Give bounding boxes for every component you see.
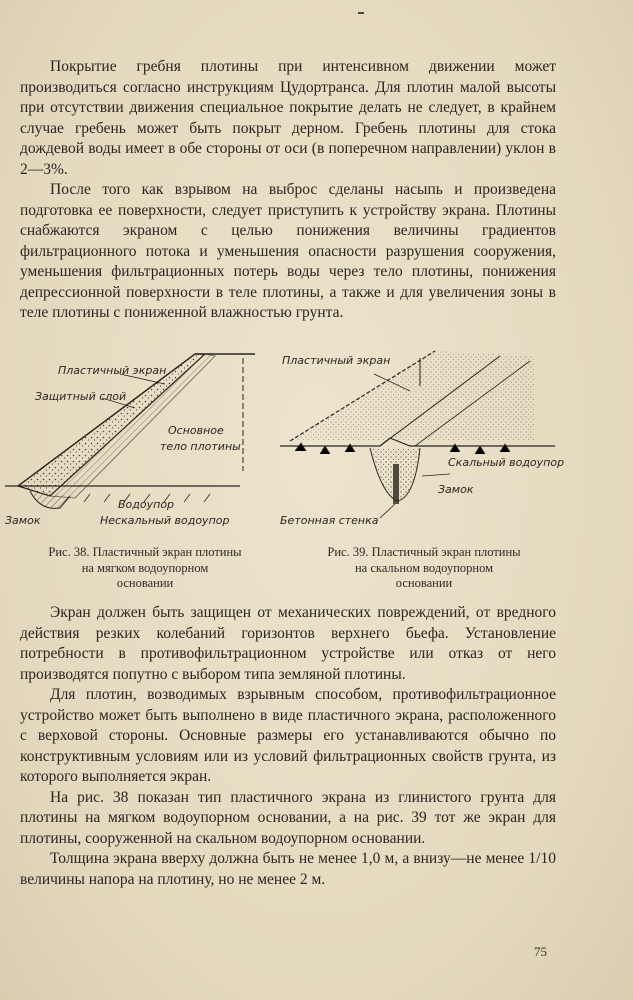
figure-39-caption: [290, 545, 558, 592]
page-number: 75: [534, 944, 547, 959]
paragraph: На рис. 38 показан тип пластичного экрана из глинистого грунта для плотины на мягком водоупорном основании, а на рис. 39 тот же экран для плотины, сооруженной на скальном водоупорном основании.: [20, 788, 556, 847]
paragraph: После того как взрывом на выброс сделаны насыпь и произведена подготовка ее поверхности, следует приступить к устройству экрана. Плотины снабжаются экраном с целью понижения величины градиентов фильтрационного потока и уменьшения опасности разрушения сооружения, уменьшения фильтрационных потерь воды через тело плотины, понижения депрессионной поверхности в теле плотины, а также и для увеличения зоны в теле плотины с пониженной влажностью грунта.: [20, 181, 556, 321]
paragraph: Для плотин, возводимых взрывным способом, противофильтрационное устройство может быть выполнено в виде пластичного экрана, расположенного с верховой стороны. Основные размеры его устанавливаются обычно по конструктивным условиям или из условий фильтрационных свойств грунта, из которого выполняется экран.: [20, 686, 556, 785]
label-main-body: Основное: [168, 424, 224, 437]
label-aquiclude-small: Водоупор: [118, 498, 175, 511]
figure-39-diagram: [270, 346, 566, 536]
caption-line: на скальном водоупорном: [354, 560, 494, 575]
paragraph: Толщина экрана вверху должна быть не менее 1,0 м, а внизу—не менее 1/10 величины напора на плотину, но не менее 2 м.: [20, 850, 556, 888]
label-protective-layer: Защитный слой: [35, 390, 127, 403]
label-rock-aquiclude: Скальный водоупор: [448, 456, 565, 469]
text-block-top: [20, 57, 556, 324]
label-main-body-2: тело плотины: [160, 440, 241, 453]
text-block-bottom: [20, 603, 556, 890]
label-lock: Замок: [5, 514, 41, 527]
figure-38-diagram: [0, 346, 290, 536]
caption-line: Рис. 38. Пластичный экран плотины: [48, 545, 242, 559]
label-concrete-wall: Бетонная стенка: [280, 514, 379, 527]
label-lock: Замок: [438, 483, 474, 496]
caption-line: основании: [116, 576, 174, 590]
caption-line: Рис. 39. Пластичный экран плотины: [327, 545, 521, 559]
figure-38-caption: [4, 545, 286, 592]
paragraph: Покрытие гребня плотины при интенсивном движении может производиться согласно инструкциям Цудортранса. Для плотин малой высоты при отсутствии движения специальное покрытие делать не следует, в крайнем случае гребень может быть покрыт дерном. Гребень плотины для стока дождевой воды имеет в обе стороны от оси (в поперечном направлении) уклон в 2—3%.: [20, 58, 556, 178]
label-soft-aquiclude: Нескальный водоупор: [100, 514, 230, 527]
caption-line: основании: [395, 576, 453, 590]
label-plastic-screen: Пластичный экран: [282, 354, 391, 367]
label-plastic-screen: Пластичный экран: [58, 364, 167, 377]
print-mark: [358, 12, 364, 14]
caption-line: на мягком водоупорном: [81, 560, 209, 575]
paragraph: Экран должен быть защищен от механических повреждений, от вредного действия резких колебаний горизонтов верхнего бьефа. Установление потребности в противофильтрационном устройстве или отказ от него производятся попутно с выбором типа земляной плотины.: [20, 604, 556, 683]
